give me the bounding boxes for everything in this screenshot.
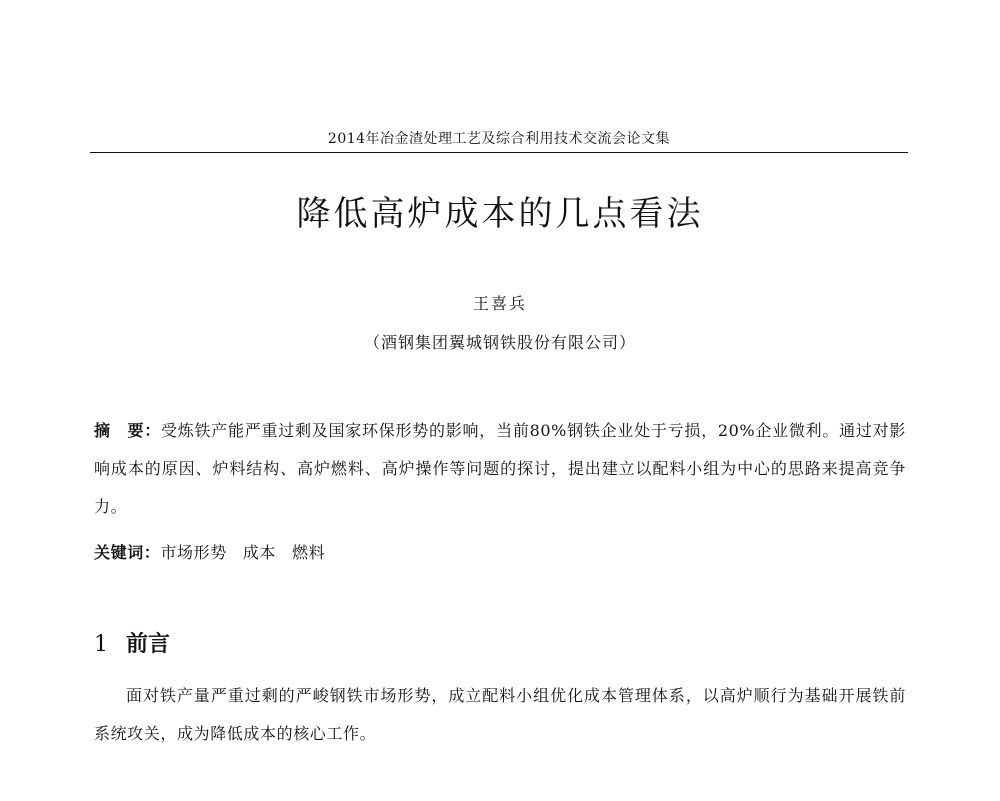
abstract: [94, 412, 906, 526]
paper-title: 降低高炉成本的几点看法: [296, 194, 704, 234]
author-affiliation: （酒钢集团翼城钢铁股份有限公司）: [363, 333, 636, 352]
author-name: 王喜兵: [472, 294, 527, 313]
abstract-label: 摘 要：: [94, 421, 162, 440]
running-header: 2014年冶金渣处理工艺及综合利用技术交流会论文集: [327, 131, 671, 147]
section-number: 1: [94, 632, 108, 657]
keyword-item: 成本: [242, 543, 277, 562]
section-title: 前言: [126, 632, 171, 657]
keywords-label: 关键词：: [94, 543, 161, 562]
body-paragraph: 面对铁产量严重过剩的严峻钢铁市场形势，成立配料小组优化成本管理体系，以高炉顺行为基础开展铁前系统攻关，成为降低成本的核心工作。: [94, 686, 906, 743]
keyword-item: 燃料: [292, 543, 326, 562]
section-heading: [94, 627, 170, 658]
keyword-item: 市场形势: [160, 543, 227, 562]
header-divider: [90, 152, 908, 153]
abstract-text: 受炼铁产能严重过剩及国家环保形势的影响，当前80%钢铁企业处于亏损，20%企业微利。通过对影响成本的原因、炉料结构、高炉燃料、高炉操作等问题的探讨，提出建立以配料小组为中心的思路来提高竞争力。: [94, 421, 906, 516]
keywords: [94, 540, 906, 563]
